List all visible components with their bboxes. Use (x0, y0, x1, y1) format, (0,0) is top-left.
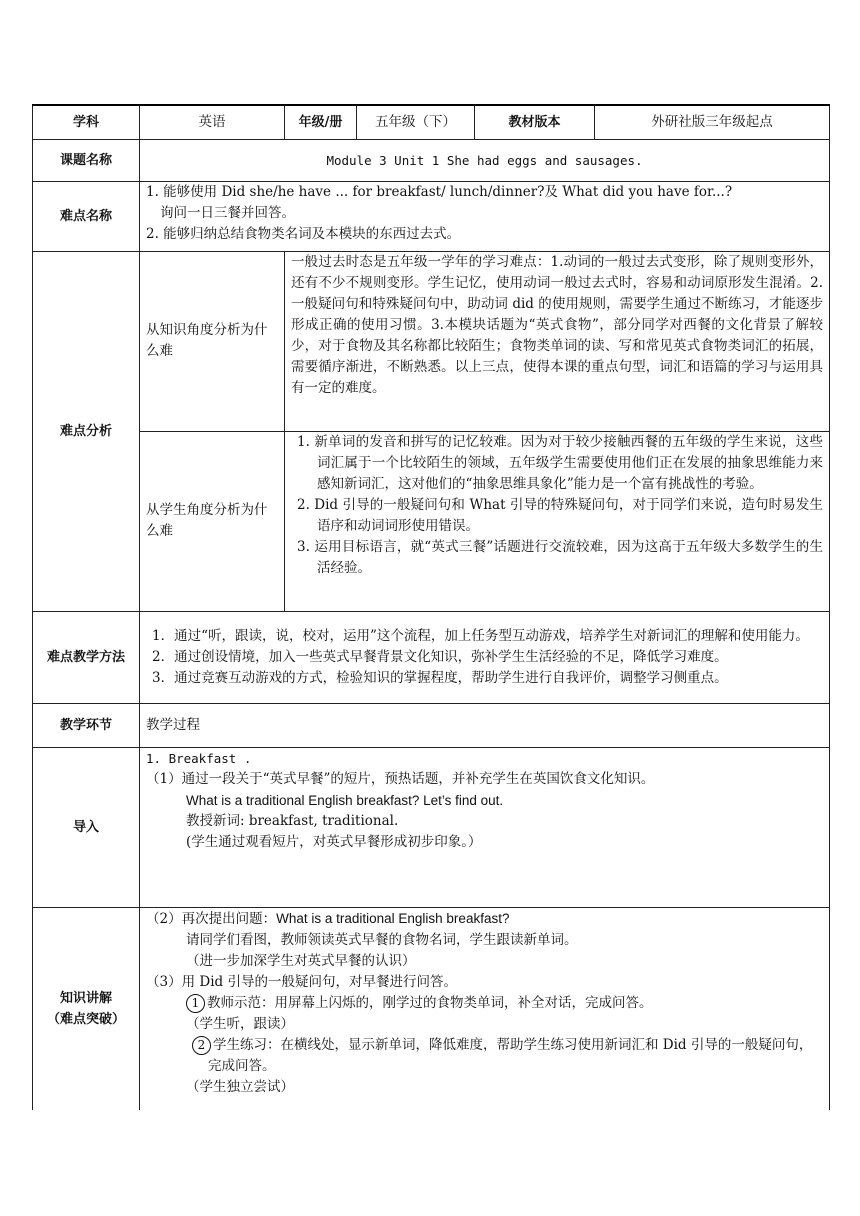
knowledge-row (33, 907, 830, 1110)
knowledge-line-5 (146, 993, 823, 1014)
knowledge-line-7-text: 学生练习：在横线处，显示新单词，降低难度，帮助学生练习使用新词汇和 Did 引导的一般疑问句，完成问答。 (208, 1036, 813, 1074)
knowledge-line-1-prefix: （2）再次提出问题： (146, 910, 277, 927)
knowledge-line-6: （学生听，跟读） (186, 1015, 294, 1032)
intro-line-3: What is a traditional English breakfast? Let’s find out. (186, 792, 504, 808)
grade-label: 年级/册 (285, 105, 357, 139)
circled-number-1: 1 (186, 994, 205, 1013)
intro-content (140, 747, 830, 907)
knowledge-line-4: （3）用 Did 引导的一般疑问句，对早餐进行问答。 (146, 973, 457, 990)
edition-value: 外研社版三年级起点 (595, 105, 830, 139)
process-header-row (33, 703, 830, 747)
subject-value: 英语 (140, 105, 285, 139)
method-item-2: 2．通过创设情境，加入一些英式早餐背景文化知识，弥补学生生活经验的不足，降低学习难度。 (152, 648, 728, 665)
difficulty-item-1: 1. 能够使用 Did she/he have ... for breakfast/ lunch/dinner?及 What did you have for...? (146, 183, 733, 200)
analysis-knowledge-row (33, 251, 830, 431)
circled-number-2: 2 (192, 1036, 211, 1055)
method-content (140, 611, 830, 703)
subject-label: 学科 (33, 105, 140, 139)
intro-line-2: （1）通过一段关于“英式早餐”的短片，预热话题，并补充学生在英国饮食文化知识。 (146, 770, 655, 787)
difficulty-item-1-cont: 询问一日三餐并回答。 (160, 204, 295, 221)
topic-label: 课题名称 (33, 139, 140, 181)
student-angle-content (285, 431, 830, 611)
intro-label: 导入 (33, 747, 140, 907)
knowledge-angle-text: 一般过去时态是五年级一学年的学习难点：1.动词的一般过去式变形，除了规则变形外，还有不少不规则变形。学生记忆，使用动词一般过去式时，容易和动词原形发生混淆。2.一般疑问句和特殊疑问句中，助动词 did 的使用规则，需要学生通过不断练习，才能逐步形成正确的使用习惯。3.本模块话题为“英式食物”，部分同学对西餐的文化背景了解较少，对于食物及其名称都比较陌生；食物类单词的读、写和常见英式食物类词汇的拓展，需要循序渐进，不断熟悉。以上三点，使得本课的重点句型，词汇和语篇的学习与运用具有一定的难度。 (285, 251, 830, 431)
student-item-1: 1. 新单词的发音和拼写的记忆较难。因为对于较少接触西餐的五年级的学生来说，这些词汇属于一个比较陌生的领域，五年级学生需要使用他们正在发展的抽象思维能力来感知新词汇，这对他们的“抽象思维具象化”能力是一个富有挑战性的考验。 (297, 433, 823, 492)
knowledge-label-line-1: 知识讲解 (59, 990, 112, 1006)
topic-row (33, 139, 830, 181)
difficulty-name-row (33, 181, 830, 251)
header-row (33, 105, 830, 139)
method-row (33, 611, 830, 703)
topic-value: Module 3 Unit 1 She had eggs and sausages. (140, 139, 830, 181)
lesson-plan-page (32, 104, 829, 1110)
intro-line-5: (学生通过观看短片，对英式早餐形成初步印象。） (186, 833, 482, 850)
knowledge-line-1 (146, 908, 823, 930)
difficulty-item-2: 2. 能够归纳总结食物类名词及本模块的东西过去式。 (146, 225, 461, 242)
knowledge-line-7 (146, 1035, 823, 1077)
method-item-1: 1．通过“听，跟读，说，校对，运用”这个流程，加上任务型互动游戏，培养学生对新词汇的理解和使用能力。 (152, 627, 809, 644)
edition-label: 教材版本 (475, 105, 595, 139)
knowledge-line-1-en: What is a traditional English breakfast? (276, 910, 510, 926)
student-item-2: 2. Did 引导的一般疑问句和 What 引导的特殊疑问句，对于同学们来说，造句时易发生语序和动词词形使用错误。 (297, 496, 823, 534)
knowledge-line-3: （进一步加深学生对英式早餐的认识） (186, 952, 416, 969)
knowledge-label-line-2: （难点突破） (46, 1011, 125, 1027)
knowledge-line-2: 请同学们看图，教师领读英式早餐的食物名词，学生跟读新单词。 (186, 931, 578, 948)
lesson-plan-table (32, 104, 830, 1110)
knowledge-angle-label: 从知识角度分析为什么难 (140, 251, 285, 431)
student-angle-label: 从学生角度分析为什么难 (140, 431, 285, 611)
student-item-3: 3. 运用目标语言，就“英式三餐”话题进行交流较难，因为这高于五年级大多数学生的生活经验。 (297, 538, 823, 576)
difficulty-name-content (140, 181, 830, 251)
method-item-3: 3．通过竞赛互动游戏的方式，检验知识的掌握程度，帮助学生进行自我评价，调整学习侧重点。 (152, 669, 728, 686)
knowledge-label (33, 907, 140, 1110)
intro-line-1: 1. Breakfast . (146, 750, 252, 766)
method-label: 难点教学方法 (33, 611, 140, 703)
process-value: 教学过程 (140, 703, 830, 747)
difficulty-analysis-label: 难点分析 (33, 251, 140, 611)
knowledge-content (140, 907, 830, 1110)
knowledge-line-8: （学生独立尝试） (186, 1078, 294, 1095)
grade-value: 五年级（下） (357, 105, 475, 139)
analysis-student-row (33, 431, 830, 611)
intro-row (33, 747, 830, 907)
intro-line-4: 教授新词: breakfast, traditional. (186, 812, 399, 829)
process-step-label: 教学环节 (33, 703, 140, 747)
difficulty-name-label: 难点名称 (33, 181, 140, 251)
knowledge-line-5-text: 教师示范：用屏幕上闪烁的，刚学过的食物类单词，补全对话，完成问答。 (207, 994, 653, 1011)
